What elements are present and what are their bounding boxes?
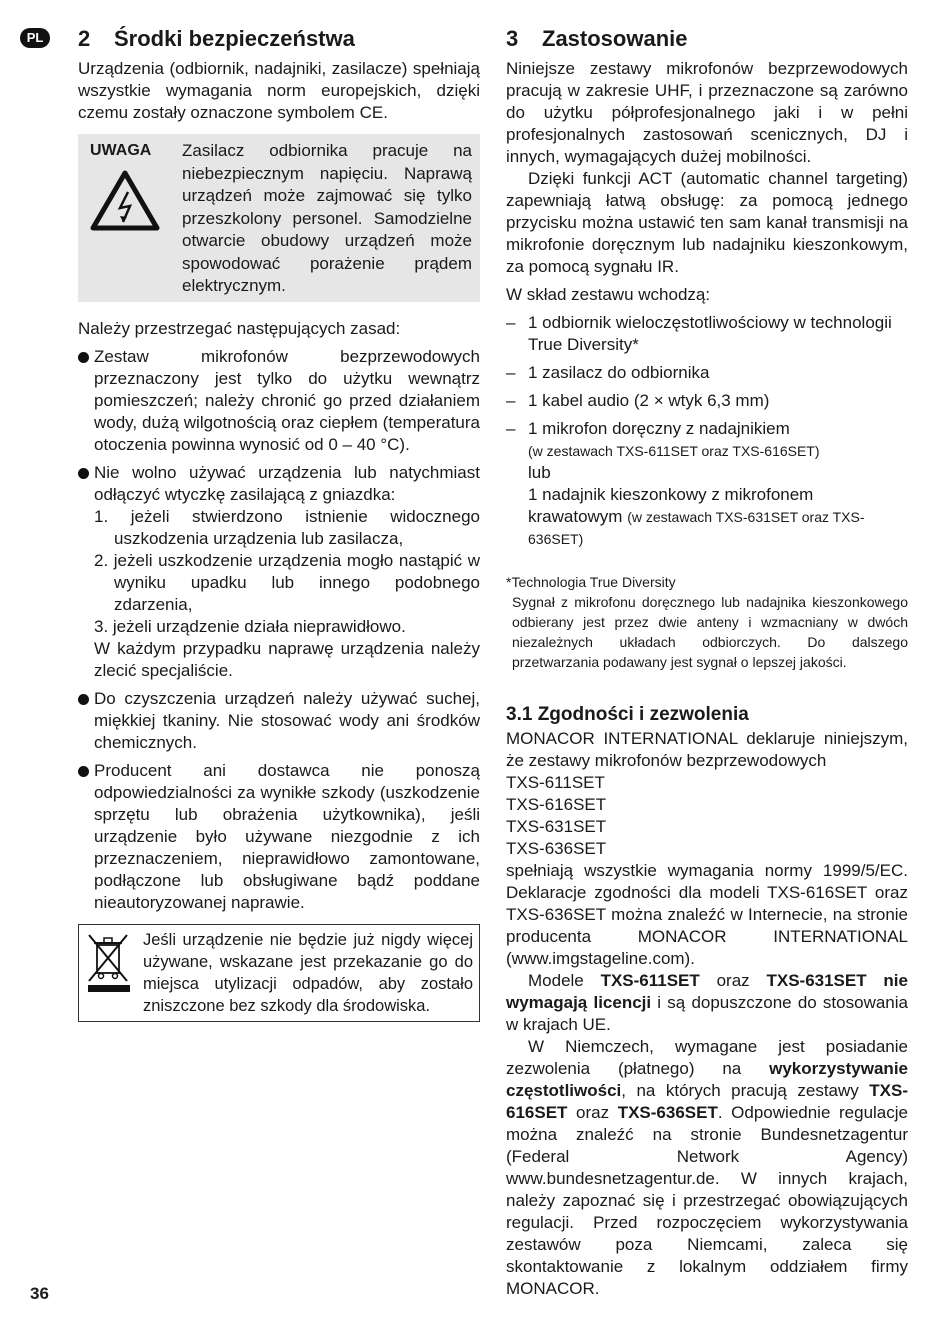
crossed-bin-icon — [85, 929, 133, 995]
contents-list — [506, 312, 908, 550]
language-badge: PL — [20, 28, 50, 48]
right-column — [506, 24, 908, 1300]
section-heading-application — [506, 24, 908, 54]
high-voltage-warning-icon — [90, 170, 160, 232]
text-run: oraz — [567, 1103, 618, 1122]
footnote-text: Sygnał z mikrofonu doręcznego lub nadajnika kieszonkowego odbierany jest przez dwie anteny i wzmacniany w dwóch niezależnych układach odbiorczych. Do dalszego przetwarzania podawany jest sygnał o lepszej jakości. — [512, 594, 908, 670]
conformity-details: spełniają wszystkie wymagania normy 1999/5/EC. Deklaracje zgodności dla modeli TXS-616SET oraz TXS-636SET można znaleźć w Internecie, na stronie producenta MONACOR INTERNATIONAL (www.imgstageline.com). — [506, 861, 908, 968]
subsection-heading: 3.1 Zgodności i zezwolenia — [506, 704, 749, 725]
footnote — [506, 572, 908, 672]
safety-intro — [78, 58, 480, 124]
numbered-item: 1. jeżeli stwierdzono istnienie widocznego uszkodzenia urządzenia lub zasilacza, — [94, 506, 480, 548]
rule-item — [78, 462, 480, 682]
rule-text: Nie wolno używać urządzenia lub natychmiast odłączyć wtyczkę zasilającą z gniazdka: — [94, 462, 480, 504]
text-run: i są dopuszczone do stosowania w krajach UE. — [506, 993, 908, 1034]
footnote-title: *Technologia True Diversity — [506, 574, 676, 590]
rule-item: Producent ani dostawca nie ponoszą odpowiedzialności za wynikłe szkody (uszkodzenie sprzętu lub obrażenia użytkownika), jeśli urządzenie było używane niezgodnie z ich przeznaczeniem, nieprawidłowo zamontowane, podłączone lub obsługiwane bądź poddane nieautoryzowanej naprawie. — [78, 760, 480, 914]
frequency-bold: wykorzystywanie częstotliwości — [506, 1059, 908, 1100]
contents-item: – 1 odbiornik wieloczęstotliwościowy w technologii True Diversity* — [506, 312, 908, 356]
item-or: lub — [528, 463, 551, 482]
item-text: 1 mikrofon doręczny z nadajnikiem — [528, 419, 790, 438]
model-bold: TXS-611SET — [600, 971, 700, 990]
model-bold: TXS-616SET — [506, 1081, 908, 1122]
model-name: TXS-616SET — [506, 795, 607, 814]
model-name: TXS-611SET — [506, 773, 605, 792]
numbered-item: 3. jeżeli urządzenie działa nieprawidłowo. — [94, 616, 406, 636]
ce-mark: CE. — [359, 103, 388, 122]
contents-item: – 1 kabel audio (2 × wtyk 6,3 mm) — [506, 390, 908, 412]
left-column — [78, 24, 480, 1022]
rules-intro: Należy przestrzegać następujących zasad: — [78, 318, 401, 338]
section-number: 3 — [506, 26, 519, 51]
text-run: , na których pracują zestawy — [621, 1081, 870, 1100]
disposal-text: Jeśli urządzenie nie będzie już nigdy więcej używane, wskazane jest przekazanie go do miejsca utylizacji odpadów, aby zostało zniszczone bez szkody dla środowiska. — [143, 930, 473, 1015]
disposal-icon-wrap — [85, 929, 133, 1017]
rule-item: Do czyszczenia urządzeń należy używać suchej, miękkiej tkaniny. Nie stosować wody ani środków chemicznych. — [78, 688, 480, 754]
model-name: TXS-636SET — [506, 839, 607, 858]
warning-box — [78, 134, 480, 302]
warning-label: UWAGA — [90, 142, 152, 159]
license-bold: TXS-631SET nie wymagają licencji — [506, 971, 908, 1012]
warning-left — [90, 140, 182, 298]
numbered-list — [78, 506, 480, 638]
act-paragraph: Dzięki funkcji ACT (automatic channel targeting) zapewniają łatwą obsługę: za pomocą jednego przycisku można ustawić ten sam kanał transmisji na mikrofonie doręcznym lub nadajniku kieszonkowym, za pomocą sygnału IR. — [506, 169, 908, 276]
model-bold: TXS-636SET — [617, 1103, 718, 1122]
rule-note: W każdym przypadku naprawę urządzenia należy zlecić specjaliście. — [94, 638, 480, 680]
section-number: 2 — [78, 26, 91, 51]
item-text: 1 nadajnik kieszonkowy z mikrofonem krawatowym — [528, 485, 814, 526]
item-note: (w zestawach TXS-611SET oraz TXS-616SET) — [528, 443, 820, 459]
model-name: TXS-631SET — [506, 817, 607, 836]
safety-rules-list — [78, 346, 480, 914]
contents-intro: W skład zestawu wchodzą: — [506, 285, 711, 304]
application-paragraph: Niniejsze zestawy mikrofonów bezprzewodowych pracują w zakresie UHF, i przeznaczone są zarówno do użytku półprofesjonalnego jaki i w pełni profesjonalnych zastosowań scenicznych, DJ i innych, wymagających dużej mobilności. — [506, 59, 908, 166]
text-run: Modele — [528, 971, 601, 990]
germany-paragraph — [506, 1036, 908, 1300]
text-run: oraz — [699, 971, 767, 990]
section-title: Środki bezpieczeństwa — [114, 26, 355, 51]
disposal-box — [78, 924, 480, 1022]
text-run: . Odpowiednie regulacje można znaleźć na stronie Bundesnetzagentur (Federal Network Agency) www.bundesnetzagentur.de. W innych krajach, należy zapoznać się i przestrzegać obowiązujących regulacji. Przed rozpoczęciem wykorzystywania zestawów poza Niemcami, zaleca się skontaktowanie z lokalnym oddziałem firmy MONACOR. — [506, 1103, 908, 1298]
intro-text: Urządzenia (odbiornik, nadajniki, zasilacze) spełniają wszystkie wymagania norm europejskich, dzięki czemu zostały oznaczone symbolem — [78, 59, 480, 122]
conformity-paragraph: MONACOR INTERNATIONAL deklaruje niniejszym, że zestawy mikrofonów bezprzewodowych — [506, 729, 908, 770]
text-run: W Niemczech, wymagane jest posiadanie zezwolenia (płatnego) na — [506, 1037, 908, 1078]
rule-item: Zestaw mikrofonów bezprzewodowych przeznaczony jest tylko do użytku wewnątrz pomieszczeń; należy chronić go przed działaniem wody, dużą wilgotnością oraz ciepłem (temperatura otoczenia powinna wynosić od 0 – 40 °C). — [78, 346, 480, 456]
license-paragraph — [506, 970, 908, 1036]
contents-item: – 1 zasilacz do odbiornika — [506, 362, 908, 384]
contents-item — [506, 418, 908, 550]
section-title: Zastosowanie — [542, 26, 688, 51]
page-number: 36 — [30, 1284, 49, 1303]
numbered-item: 2. jeżeli uszkodzenie urządzenia mogło nastąpić w wyniku upadku lub innego podobnego zdarzenia, — [94, 550, 480, 614]
item-note: (w zestawach TXS-631SET oraz TXS-636SET) — [528, 509, 865, 547]
section-heading-safety — [78, 24, 480, 54]
warning-text: Zasilacz odbiornika pracuje na niebezpiecznym napięciu. Naprawą urządzeń może zajmować się tylko przeszkolony personel. Samodzielne otwarcie obudowy urządzeń może spowodować porażenie prądem elektrycznym. — [182, 141, 472, 295]
